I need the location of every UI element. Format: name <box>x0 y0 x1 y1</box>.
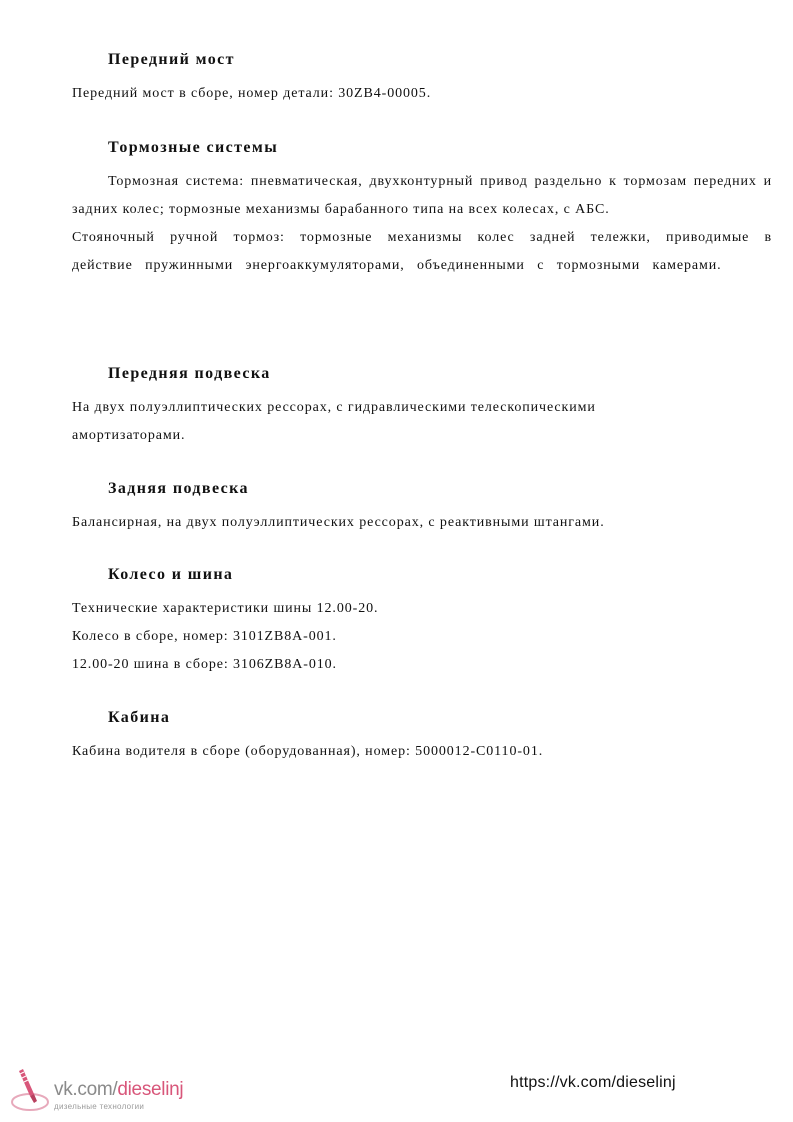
section-front-suspension <box>72 364 772 450</box>
section-front-axle <box>72 50 772 108</box>
section-paragraph: Колесо в сборе, номер: 3101ZB8A-001. <box>72 629 337 644</box>
section-wheel-and-tire <box>72 565 772 679</box>
section-rear-suspension <box>72 479 772 537</box>
section-heading: Колесо и шина <box>108 566 234 583</box>
logo-subtitle: дизельные технологии <box>54 1102 145 1111</box>
section-paragraph: На двух полуэллиптических рессорах, с гидравлическими телескопическими амортизаторами. <box>72 400 596 443</box>
section-paragraph: Стояночный ручной тормоз: тормозные механизмы колес задней тележки, приводимые в действие пружинными энергоаккумуляторами, объединенными с тормозными камерами. <box>72 230 772 273</box>
section-paragraph: Балансирная, на двух полуэллиптических рессорах, с реактивными штангами. <box>72 515 605 530</box>
section-cabin <box>72 708 772 766</box>
logo-text-prefix: vk.com/ <box>54 1079 118 1100</box>
section-heading: Тормозные системы <box>108 139 279 156</box>
section-heading: Задняя подвеска <box>108 480 249 497</box>
section-paragraph: 12.00-20 шина в сборе: 3106ZB8A-010. <box>72 657 337 672</box>
logo-text-accent: dieselinj <box>117 1079 184 1100</box>
section-paragraph: Передний мост в сборе, номер детали: 30ZB4-00005. <box>72 86 432 101</box>
section-heading: Передняя подвеска <box>108 365 271 382</box>
section-brake-systems <box>72 138 772 280</box>
logo-text <box>54 1080 183 1100</box>
section-paragraph: Кабина водителя в сборе (оборудованная), номер: 5000012-C0110-01. <box>72 744 544 759</box>
section-paragraph: Тормозная система: пневматическая, двухконтурный привод раздельно к тормозам передних и задних колес; тормозные механизмы барабанного типа на всех колесах, с АБС. <box>72 174 772 217</box>
section-heading: Кабина <box>108 709 171 726</box>
diesel-injector-icon <box>10 1068 52 1114</box>
footer-url-link[interactable]: https://vk.com/dieselinj <box>510 1074 676 1091</box>
section-heading: Передний мост <box>108 51 235 68</box>
section-paragraph: Технические характеристики шины 12.00-20. <box>72 601 379 616</box>
footer-logo <box>10 1066 210 1118</box>
